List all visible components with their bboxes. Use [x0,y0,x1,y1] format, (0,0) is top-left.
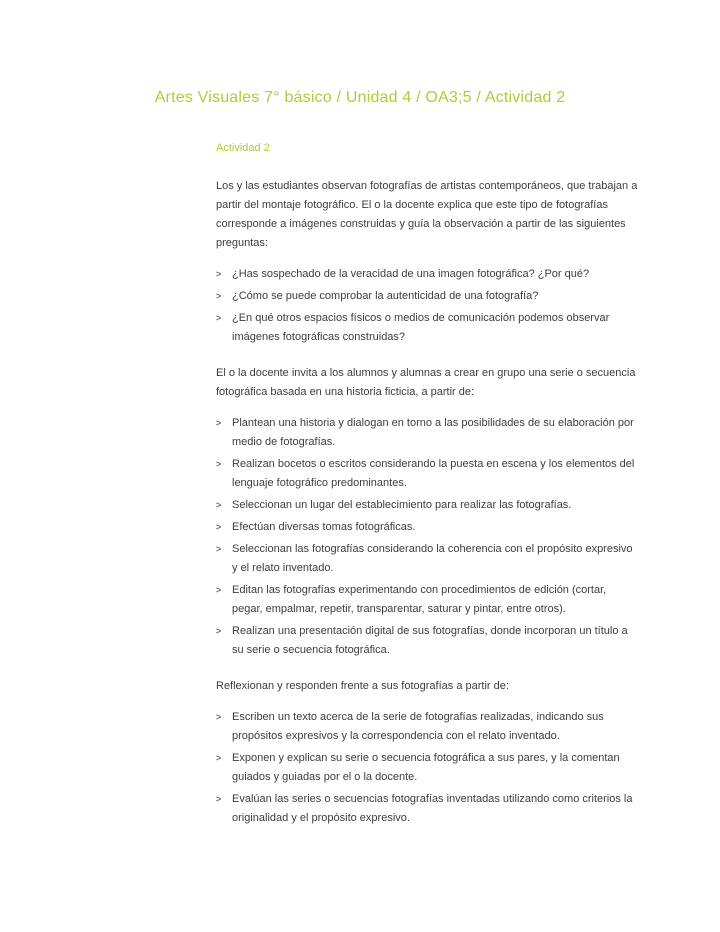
list-item-text: ¿En qué otros espacios físicos o medios de comunicación podemos observar imágenes fotográficas construidas? [232,312,610,344]
list-item-text: Realizan bocetos o escritos considerando la puesta en escena y los elementos del lenguaje fotográfico predominantes. [232,458,635,490]
list-item [216,265,638,284]
list-item [216,708,638,746]
chevron-bullet-icon: > [216,291,222,302]
chevron-bullet-icon: > [216,626,222,637]
chevron-bullet-icon: > [216,313,222,324]
chevron-bullet-icon: > [216,500,222,511]
list-item-text: Efectúan diversas tomas fotográficas. [232,521,416,534]
group-work-paragraph: El o la docente invita a los alumnos y alumnas a crear en grupo una serie o secuencia fotográfica basada en una historia ficticia, a partir de: [216,367,636,399]
list-item [216,496,638,515]
chevron-bullet-icon: > [216,712,222,723]
list-item-text: Editan las fotografías experimentando con procedimientos de edición (cortar, pegar, empalmar, repetir, transparentar, saturar y pintar, entre otros). [232,584,607,616]
document-title: Artes Visuales 7° básico / Unidad 4 / OA3;5 / Actividad 2 [154,89,566,106]
chevron-bullet-icon: > [216,269,222,280]
list-item [216,749,638,787]
chevron-bullet-icon: > [216,585,222,596]
list-item-text: ¿Cómo se puede comprobar la autenticidad de una fotografía? [232,290,539,303]
chevron-bullet-icon: > [216,794,222,805]
list-item-text: Escriben un texto acerca de la serie de fotografías realizadas, indicando sus propósitos expresivos y la correspondencia con el relato inventado. [232,711,604,743]
list-item [216,540,638,578]
list-item-text: Seleccionan un lugar del establecimiento para realizar las fotografías. [232,499,572,512]
list-item-text: Plantean una historia y dialogan en torno a las posibilidades de su elaboración por medio de fotografías. [232,417,634,449]
chevron-bullet-icon: > [216,522,222,533]
list-item-text: Evalúan las series o secuencias fotografías inventadas utilizando como criterios la originalidad y el propósito expresivo. [232,793,633,825]
reflection-list [216,708,638,828]
list-item-text: ¿Has sospechado de la veracidad de una imagen fotográfica? ¿Por qué? [232,268,590,281]
list-item [216,414,638,452]
chevron-bullet-icon: > [216,459,222,470]
list-item-text: Seleccionan las fotografías considerando la coherencia con el propósito expresivo y el relato inventado. [232,543,633,575]
list-item [216,790,638,828]
content-area [216,139,638,828]
list-item-text: Exponen y explican su serie o secuencia fotográfica a sus pares, y la comentan guiados y guiadas por el o la docente. [232,752,620,784]
intro-paragraph: Los y las estudiantes observan fotografías de artistas contemporáneos, que trabajan a partir del montaje fotográfico. El o la docente explica que este tipo de fotografías corresponde a imágenes construidas y guía la observación a partir de las siguientes preguntas: [216,180,638,250]
steps-list [216,414,638,660]
activity-heading: Actividad 2 [216,142,270,154]
list-item [216,309,638,347]
reflection-paragraph: Reflexionan y responden frente a sus fotografías a partir de: [216,680,509,693]
list-item [216,455,638,493]
list-item [216,287,638,306]
list-item-text: Realizan una presentación digital de sus fotografías, donde incorporan un título a su serie o secuencia fotográfica. [232,625,628,657]
chevron-bullet-icon: > [216,753,222,764]
list-item [216,622,638,660]
list-item [216,518,638,537]
chevron-bullet-icon: > [216,544,222,555]
question-list [216,265,638,347]
chevron-bullet-icon: > [216,418,222,429]
list-item [216,581,638,619]
